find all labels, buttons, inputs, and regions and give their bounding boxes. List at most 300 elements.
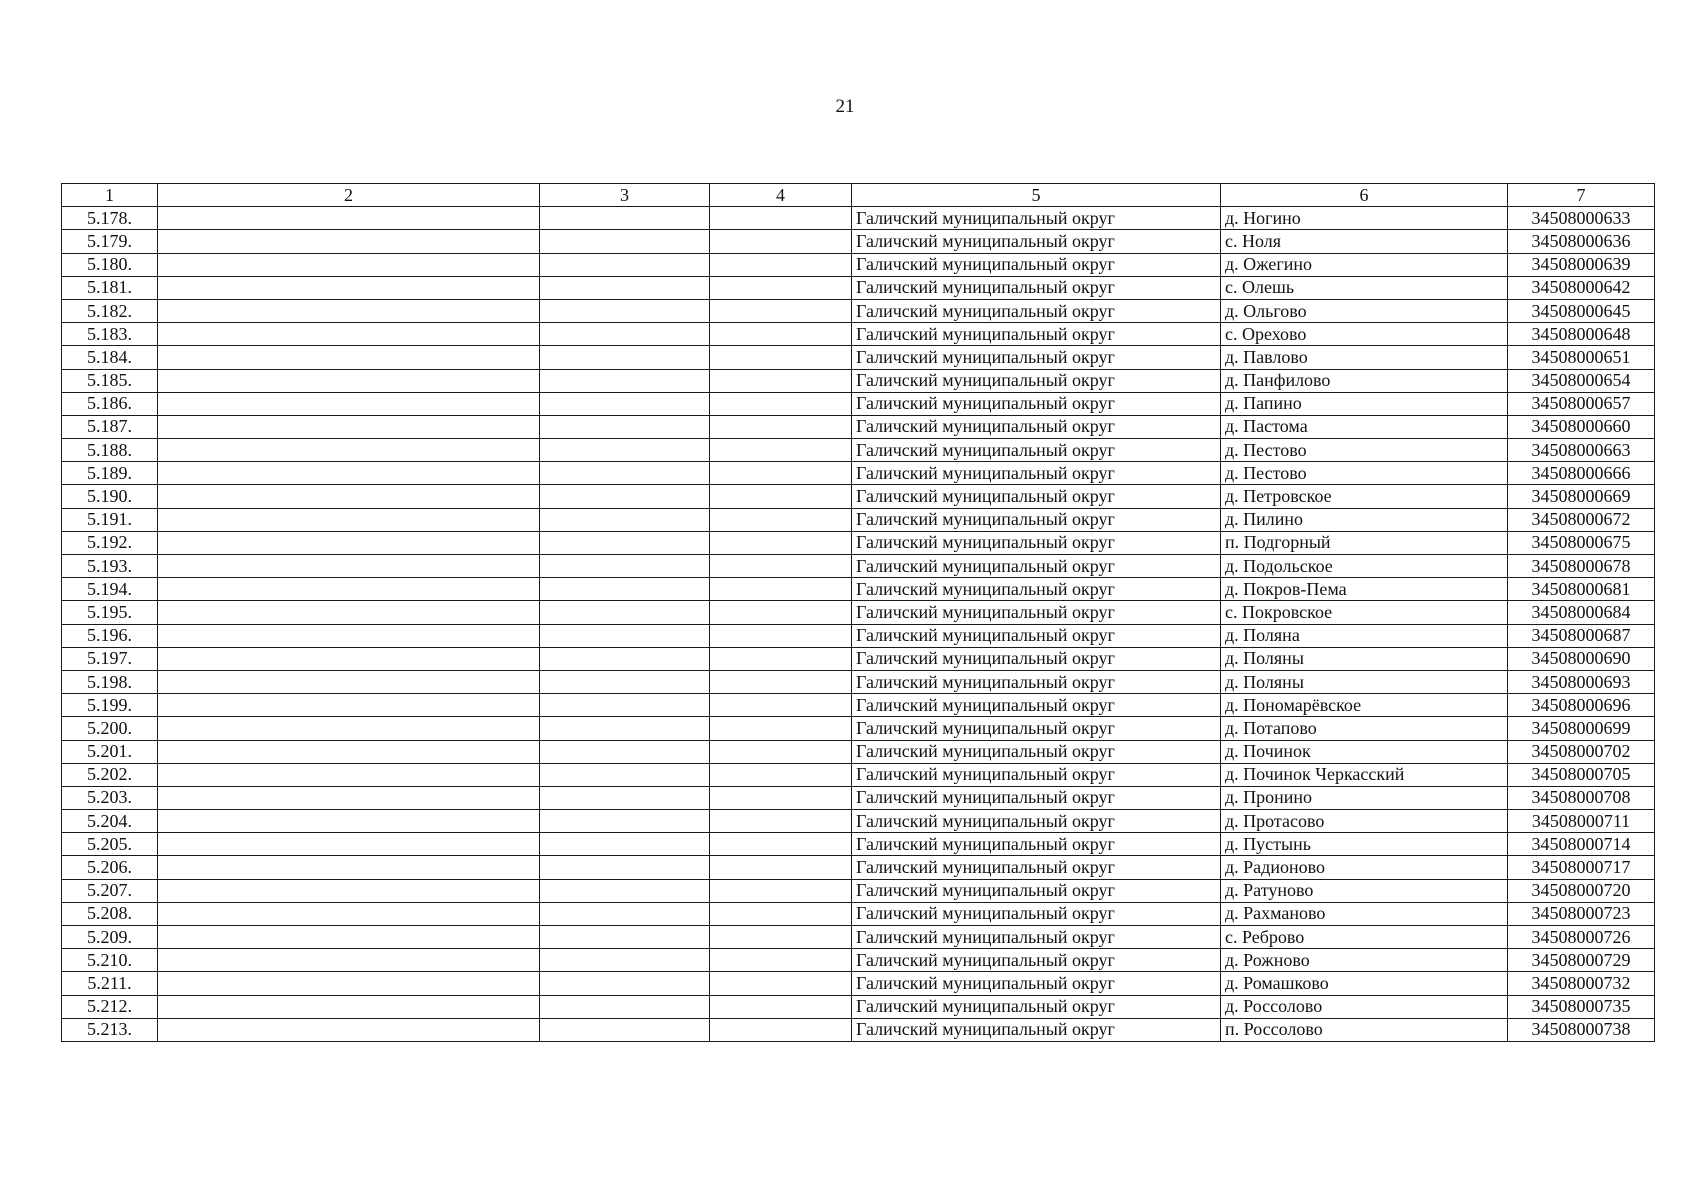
municipality-cell: Галичский муниципальный округ: [852, 415, 1221, 438]
settlement-cell: д. Петровское: [1221, 485, 1508, 508]
municipality-cell: Галичский муниципальный округ: [852, 253, 1221, 276]
municipality-cell: Галичский муниципальный округ: [852, 902, 1221, 925]
column-4-cell: [710, 392, 852, 415]
row-number-cell: 5.206.: [62, 856, 158, 879]
settlement-cell: с. Орехово: [1221, 323, 1508, 346]
oktmo-code-cell: 34508000732: [1508, 972, 1655, 995]
column-3-cell: [540, 485, 710, 508]
row-number-cell: 5.203.: [62, 786, 158, 809]
table-row: [62, 299, 1655, 322]
row-number-cell: 5.199.: [62, 694, 158, 717]
oktmo-code-cell: 34508000684: [1508, 601, 1655, 624]
table-row: [62, 879, 1655, 902]
row-number-cell: 5.212.: [62, 995, 158, 1018]
municipality-cell: Галичский муниципальный округ: [852, 207, 1221, 230]
column-2-cell: [158, 392, 540, 415]
settlement-cell: с. Олешь: [1221, 276, 1508, 299]
column-4-cell: [710, 949, 852, 972]
column-4-cell: [710, 786, 852, 809]
row-number-cell: 5.201.: [62, 740, 158, 763]
oktmo-code-cell: 34508000729: [1508, 949, 1655, 972]
municipality-cell: Галичский муниципальный округ: [852, 601, 1221, 624]
row-number-cell: 5.186.: [62, 392, 158, 415]
oktmo-code-cell: 34508000711: [1508, 810, 1655, 833]
table-row: [62, 926, 1655, 949]
municipality-cell: Галичский муниципальный округ: [852, 949, 1221, 972]
table-row: [62, 670, 1655, 693]
column-2-cell: [158, 717, 540, 740]
municipality-cell: Галичский муниципальный округ: [852, 833, 1221, 856]
table-row: [62, 508, 1655, 531]
settlement-cell: д. Пастома: [1221, 415, 1508, 438]
row-number-cell: 5.196.: [62, 624, 158, 647]
column-4-cell: [710, 624, 852, 647]
settlement-cell: д. Покров-Пема: [1221, 578, 1508, 601]
table-row: [62, 972, 1655, 995]
row-number-cell: 5.213.: [62, 1018, 158, 1041]
table-row: [62, 740, 1655, 763]
table-row: [62, 369, 1655, 392]
column-2-cell: [158, 462, 540, 485]
settlement-cell: д. Ромашково: [1221, 972, 1508, 995]
column-4-cell: [710, 323, 852, 346]
oktmo-code-cell: 34508000735: [1508, 995, 1655, 1018]
column-3-cell: [540, 949, 710, 972]
row-number-cell: 5.209.: [62, 926, 158, 949]
table-row: [62, 276, 1655, 299]
municipality-cell: Галичский муниципальный округ: [852, 740, 1221, 763]
oktmo-code-cell: 34508000660: [1508, 415, 1655, 438]
column-4-cell: [710, 555, 852, 578]
column-4-cell: [710, 763, 852, 786]
column-4-cell: [710, 902, 852, 925]
settlement-cell: д. Пилино: [1221, 508, 1508, 531]
column-2-cell: [158, 299, 540, 322]
table-row: [62, 856, 1655, 879]
table-row: [62, 485, 1655, 508]
table-row: [62, 230, 1655, 253]
row-number-cell: 5.191.: [62, 508, 158, 531]
column-3-cell: [540, 276, 710, 299]
row-number-cell: 5.183.: [62, 323, 158, 346]
oktmo-code-cell: 34508000702: [1508, 740, 1655, 763]
column-3-cell: [540, 763, 710, 786]
column-2-cell: [158, 810, 540, 833]
row-number-cell: 5.195.: [62, 601, 158, 624]
settlement-cell: д. Рожново: [1221, 949, 1508, 972]
column-2-cell: [158, 624, 540, 647]
oktmo-code-cell: 34508000708: [1508, 786, 1655, 809]
settlement-cell: д. Радионово: [1221, 856, 1508, 879]
column-4-cell: [710, 462, 852, 485]
column-4-cell: [710, 926, 852, 949]
column-2-cell: [158, 856, 540, 879]
municipality-cell: Галичский муниципальный округ: [852, 346, 1221, 369]
settlement-cell: д. Ногино: [1221, 207, 1508, 230]
row-number-cell: 5.180.: [62, 253, 158, 276]
row-number-cell: 5.202.: [62, 763, 158, 786]
column-3-cell: [540, 694, 710, 717]
table-row: [62, 462, 1655, 485]
column-4-cell: [710, 485, 852, 508]
column-4-cell: [710, 578, 852, 601]
table-body: [62, 207, 1655, 1042]
column-4-cell: [710, 531, 852, 554]
settlement-cell: д. Починок: [1221, 740, 1508, 763]
column-2-cell: [158, 415, 540, 438]
settlement-cell: д. Протасово: [1221, 810, 1508, 833]
table-row: [62, 995, 1655, 1018]
table-row: [62, 902, 1655, 925]
oktmo-code-cell: 34508000651: [1508, 346, 1655, 369]
column-4-cell: [710, 230, 852, 253]
settlement-cell: д. Пустынь: [1221, 833, 1508, 856]
settlement-cell: с. Ноля: [1221, 230, 1508, 253]
oktmo-code-cell: 34508000636: [1508, 230, 1655, 253]
row-number-cell: 5.205.: [62, 833, 158, 856]
table-row: [62, 1018, 1655, 1041]
column-2-cell: [158, 763, 540, 786]
row-number-cell: 5.190.: [62, 485, 158, 508]
oktmo-code-cell: 34508000645: [1508, 299, 1655, 322]
column-2-cell: [158, 578, 540, 601]
column-header-4: 4: [710, 184, 852, 207]
column-4-cell: [710, 276, 852, 299]
column-3-cell: [540, 670, 710, 693]
column-header-3: 3: [540, 184, 710, 207]
oktmo-code-cell: 34508000723: [1508, 902, 1655, 925]
municipality-cell: Галичский муниципальный округ: [852, 647, 1221, 670]
oktmo-code-cell: 34508000642: [1508, 276, 1655, 299]
column-3-cell: [540, 392, 710, 415]
column-3-cell: [540, 346, 710, 369]
column-3-cell: [540, 207, 710, 230]
column-4-cell: [710, 670, 852, 693]
column-2-cell: [158, 786, 540, 809]
column-3-cell: [540, 972, 710, 995]
municipality-cell: Галичский муниципальный округ: [852, 230, 1221, 253]
oktmo-code-cell: 34508000639: [1508, 253, 1655, 276]
column-3-cell: [540, 508, 710, 531]
settlement-cell: д. Поляны: [1221, 647, 1508, 670]
column-3-cell: [540, 462, 710, 485]
column-3-cell: [540, 926, 710, 949]
column-3-cell: [540, 323, 710, 346]
column-2-cell: [158, 972, 540, 995]
column-4-cell: [710, 647, 852, 670]
column-header-2: 2: [158, 184, 540, 207]
column-3-cell: [540, 578, 710, 601]
municipality-cell: Галичский муниципальный округ: [852, 972, 1221, 995]
row-number-cell: 5.184.: [62, 346, 158, 369]
table-row: [62, 717, 1655, 740]
table-row: [62, 949, 1655, 972]
municipality-cell: Галичский муниципальный округ: [852, 670, 1221, 693]
column-4-cell: [710, 369, 852, 392]
column-4-cell: [710, 601, 852, 624]
municipality-cell: Галичский муниципальный округ: [852, 879, 1221, 902]
table-row: [62, 601, 1655, 624]
table-row: [62, 624, 1655, 647]
column-2-cell: [158, 323, 540, 346]
column-2-cell: [158, 485, 540, 508]
row-number-cell: 5.207.: [62, 879, 158, 902]
column-3-cell: [540, 1018, 710, 1041]
row-number-cell: 5.181.: [62, 276, 158, 299]
table-row: [62, 786, 1655, 809]
municipality-cell: Галичский муниципальный округ: [852, 578, 1221, 601]
column-3-cell: [540, 995, 710, 1018]
settlement-cell: д. Ольгово: [1221, 299, 1508, 322]
oktmo-code-cell: 34508000738: [1508, 1018, 1655, 1041]
municipality-cell: Галичский муниципальный округ: [852, 462, 1221, 485]
column-2-cell: [158, 647, 540, 670]
column-4-cell: [710, 299, 852, 322]
column-3-cell: [540, 624, 710, 647]
municipality-cell: Галичский муниципальный округ: [852, 995, 1221, 1018]
column-header-6: 6: [1221, 184, 1508, 207]
oktmo-code-cell: 34508000675: [1508, 531, 1655, 554]
table-row: [62, 207, 1655, 230]
row-number-cell: 5.187.: [62, 415, 158, 438]
settlement-cell: д. Поляна: [1221, 624, 1508, 647]
column-3-cell: [540, 647, 710, 670]
column-4-cell: [710, 508, 852, 531]
municipality-cell: Галичский муниципальный округ: [852, 810, 1221, 833]
column-3-cell: [540, 439, 710, 462]
table-row: [62, 555, 1655, 578]
column-2-cell: [158, 670, 540, 693]
page-number: 21: [835, 96, 855, 117]
municipality-cell: Галичский муниципальный округ: [852, 299, 1221, 322]
row-number-cell: 5.182.: [62, 299, 158, 322]
column-2-cell: [158, 439, 540, 462]
column-3-cell: [540, 369, 710, 392]
row-number-cell: 5.194.: [62, 578, 158, 601]
column-2-cell: [158, 346, 540, 369]
oktmo-code-cell: 34508000681: [1508, 578, 1655, 601]
municipality-cell: Галичский муниципальный округ: [852, 763, 1221, 786]
column-4-cell: [710, 879, 852, 902]
oktmo-code-cell: 34508000705: [1508, 763, 1655, 786]
row-number-cell: 5.210.: [62, 949, 158, 972]
column-2-cell: [158, 508, 540, 531]
settlement-cell: д. Россолово: [1221, 995, 1508, 1018]
settlement-cell: п. Россолово: [1221, 1018, 1508, 1041]
row-number-cell: 5.193.: [62, 555, 158, 578]
settlement-cell: д. Поляны: [1221, 670, 1508, 693]
oktmo-code-cell: 34508000696: [1508, 694, 1655, 717]
column-3-cell: [540, 902, 710, 925]
column-2-cell: [158, 949, 540, 972]
column-4-cell: [710, 346, 852, 369]
settlement-cell: д. Пономарёвское: [1221, 694, 1508, 717]
settlement-cell: д. Папино: [1221, 392, 1508, 415]
oktmo-code-cell: 34508000690: [1508, 647, 1655, 670]
settlement-cell: д. Ратуново: [1221, 879, 1508, 902]
column-3-cell: [540, 833, 710, 856]
row-number-cell: 5.198.: [62, 670, 158, 693]
column-2-cell: [158, 276, 540, 299]
municipality-cell: Галичский муниципальный округ: [852, 508, 1221, 531]
column-2-cell: [158, 369, 540, 392]
row-number-cell: 5.179.: [62, 230, 158, 253]
oktmo-code-cell: 34508000699: [1508, 717, 1655, 740]
settlement-cell: п. Подгорный: [1221, 531, 1508, 554]
row-number-cell: 5.197.: [62, 647, 158, 670]
municipality-cell: Галичский муниципальный округ: [852, 694, 1221, 717]
table-row: [62, 531, 1655, 554]
column-2-cell: [158, 833, 540, 856]
table-row: [62, 415, 1655, 438]
municipality-cell: Галичский муниципальный округ: [852, 531, 1221, 554]
column-2-cell: [158, 995, 540, 1018]
column-3-cell: [540, 230, 710, 253]
settlement-cell: д. Рахманово: [1221, 902, 1508, 925]
municipality-cell: Галичский муниципальный округ: [852, 485, 1221, 508]
column-4-cell: [710, 856, 852, 879]
municipality-cell: Галичский муниципальный округ: [852, 276, 1221, 299]
column-3-cell: [540, 717, 710, 740]
municipality-cell: Галичский муниципальный округ: [852, 555, 1221, 578]
column-4-cell: [710, 972, 852, 995]
table-header: [62, 184, 1655, 207]
municipality-cell: Галичский муниципальный округ: [852, 926, 1221, 949]
municipality-cell: Галичский муниципальный округ: [852, 439, 1221, 462]
column-2-cell: [158, 207, 540, 230]
table-row: [62, 439, 1655, 462]
column-4-cell: [710, 253, 852, 276]
settlement-cell: д. Потапово: [1221, 717, 1508, 740]
column-3-cell: [540, 415, 710, 438]
row-number-cell: 5.200.: [62, 717, 158, 740]
column-2-cell: [158, 902, 540, 925]
column-3-cell: [540, 879, 710, 902]
column-2-cell: [158, 879, 540, 902]
oktmo-code-cell: 34508000687: [1508, 624, 1655, 647]
column-4-cell: [710, 694, 852, 717]
column-2-cell: [158, 555, 540, 578]
row-number-cell: 5.188.: [62, 439, 158, 462]
municipality-cell: Галичский муниципальный округ: [852, 717, 1221, 740]
settlement-cell: д. Пестово: [1221, 462, 1508, 485]
column-4-cell: [710, 415, 852, 438]
oktmo-code-cell: 34508000666: [1508, 462, 1655, 485]
row-number-cell: 5.211.: [62, 972, 158, 995]
table-row: [62, 253, 1655, 276]
municipality-cell: Галичский муниципальный округ: [852, 1018, 1221, 1041]
oktmo-code-cell: 34508000672: [1508, 508, 1655, 531]
table-row: [62, 392, 1655, 415]
column-3-cell: [540, 810, 710, 833]
column-3-cell: [540, 531, 710, 554]
oktmo-code-cell: 34508000633: [1508, 207, 1655, 230]
municipality-cell: Галичский муниципальный округ: [852, 369, 1221, 392]
settlement-cell: д. Подольское: [1221, 555, 1508, 578]
column-2-cell: [158, 694, 540, 717]
column-4-cell: [710, 833, 852, 856]
table-row: [62, 578, 1655, 601]
oktmo-code-cell: 34508000717: [1508, 856, 1655, 879]
column-4-cell: [710, 810, 852, 833]
oktmo-code-cell: 34508000714: [1508, 833, 1655, 856]
table-row: [62, 647, 1655, 670]
column-3-cell: [540, 253, 710, 276]
oktmo-code-cell: 34508000657: [1508, 392, 1655, 415]
column-4-cell: [710, 1018, 852, 1041]
table-row: [62, 810, 1655, 833]
column-3-cell: [540, 740, 710, 763]
municipality-cell: Галичский муниципальный округ: [852, 392, 1221, 415]
row-number-cell: 5.185.: [62, 369, 158, 392]
row-number-cell: 5.208.: [62, 902, 158, 925]
oktmo-code-cell: 34508000720: [1508, 879, 1655, 902]
column-3-cell: [540, 601, 710, 624]
column-2-cell: [158, 253, 540, 276]
settlement-cell: с. Покровское: [1221, 601, 1508, 624]
column-2-cell: [158, 926, 540, 949]
municipality-cell: Галичский муниципальный округ: [852, 856, 1221, 879]
column-4-cell: [710, 740, 852, 763]
registry-table: [61, 183, 1655, 1042]
table-row: [62, 346, 1655, 369]
column-3-cell: [540, 786, 710, 809]
column-2-cell: [158, 230, 540, 253]
settlement-cell: д. Починок Черкасский: [1221, 763, 1508, 786]
oktmo-code-cell: 34508000663: [1508, 439, 1655, 462]
column-header-1: 1: [62, 184, 158, 207]
column-2-cell: [158, 740, 540, 763]
column-4-cell: [710, 439, 852, 462]
municipality-cell: Галичский муниципальный округ: [852, 624, 1221, 647]
settlement-cell: д. Ожегино: [1221, 253, 1508, 276]
row-number-cell: 5.192.: [62, 531, 158, 554]
column-4-cell: [710, 717, 852, 740]
header-row: [62, 184, 1655, 207]
column-3-cell: [540, 856, 710, 879]
row-number-cell: 5.204.: [62, 810, 158, 833]
oktmo-code-cell: 34508000726: [1508, 926, 1655, 949]
oktmo-code-cell: 34508000648: [1508, 323, 1655, 346]
table-row: [62, 323, 1655, 346]
municipality-cell: Галичский муниципальный округ: [852, 786, 1221, 809]
column-3-cell: [540, 555, 710, 578]
settlement-cell: д. Пронино: [1221, 786, 1508, 809]
column-header-5: 5: [852, 184, 1221, 207]
settlement-cell: д. Панфилово: [1221, 369, 1508, 392]
column-2-cell: [158, 531, 540, 554]
column-4-cell: [710, 207, 852, 230]
column-4-cell: [710, 995, 852, 1018]
column-2-cell: [158, 1018, 540, 1041]
settlement-cell: с. Реброво: [1221, 926, 1508, 949]
column-header-7: 7: [1508, 184, 1655, 207]
settlement-cell: д. Пестово: [1221, 439, 1508, 462]
oktmo-code-cell: 34508000669: [1508, 485, 1655, 508]
row-number-cell: 5.178.: [62, 207, 158, 230]
column-2-cell: [158, 601, 540, 624]
column-3-cell: [540, 299, 710, 322]
oktmo-code-cell: 34508000693: [1508, 670, 1655, 693]
municipality-cell: Галичский муниципальный округ: [852, 323, 1221, 346]
table-row: [62, 763, 1655, 786]
table-row: [62, 833, 1655, 856]
table-row: [62, 694, 1655, 717]
oktmo-code-cell: 34508000654: [1508, 369, 1655, 392]
row-number-cell: 5.189.: [62, 462, 158, 485]
settlement-cell: д. Павлово: [1221, 346, 1508, 369]
oktmo-code-cell: 34508000678: [1508, 555, 1655, 578]
